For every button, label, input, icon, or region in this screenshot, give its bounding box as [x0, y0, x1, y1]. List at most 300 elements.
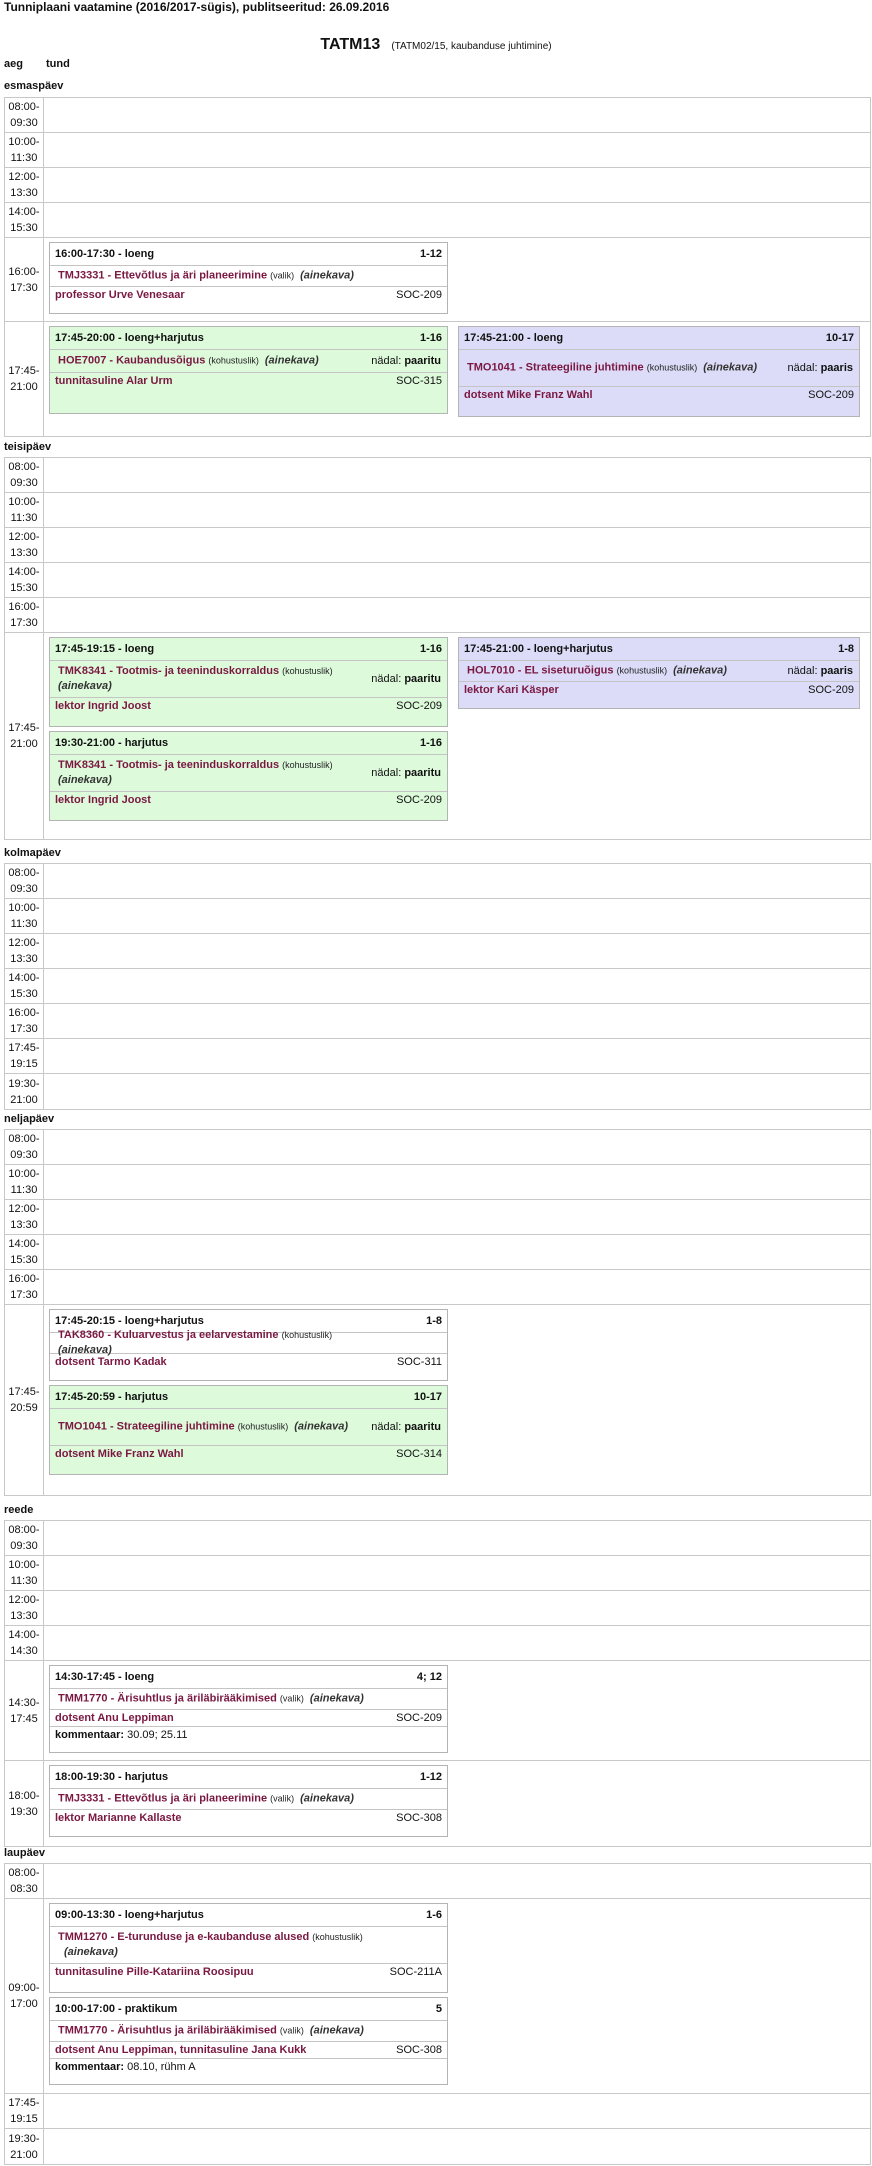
time-slot-row [5, 1591, 870, 1626]
syllabus-link[interactable]: (ainekava) [309, 1692, 364, 1705]
room-number: SOC-308 [396, 2044, 442, 2056]
course-requirement: (valik) [279, 2025, 304, 2036]
week-parity-label: nädal: [787, 362, 821, 374]
slot-time-label: 12:00- 13:30 [8, 1203, 40, 1231]
slot-time-label: 17:45- 21:00 [8, 365, 40, 393]
lesson-header [55, 331, 442, 345]
course-link[interactable]: TMJ3331 - Ettevõtlus ja äri planeerimine [58, 1792, 271, 1805]
course-link[interactable]: TMO1041 - Strateegiline juhtimine [467, 361, 647, 374]
slot-time-label: 14:00- 14:30 [8, 1629, 40, 1657]
slot-time-label: 10:00- 11:30 [8, 1168, 40, 1196]
comment-label: kommentaar: [55, 1729, 125, 1741]
room-number: SOC-211A [389, 1966, 442, 1978]
lesson-header [55, 736, 442, 750]
week-parity-value: paaritu [404, 355, 441, 367]
day-table-0 [4, 97, 871, 437]
course-name [58, 758, 367, 788]
time-slot-row [5, 238, 870, 322]
lesson-type: loeng+harjutus [530, 643, 613, 655]
slot-time-label: 17:45- 19:15 [8, 1042, 40, 1070]
week-parity-label: nädal: [371, 673, 405, 685]
slot-time-label: 10:00- 11:30 [8, 902, 40, 930]
lesson-card [49, 326, 448, 414]
week-parity-value: paaritu [404, 673, 441, 685]
lesson-type: praktikum [121, 2003, 178, 2015]
slot-time-cell [5, 1200, 44, 1234]
lesson-time: 09:00-13:30 - [55, 1909, 122, 1921]
time-slot-row [5, 1626, 870, 1661]
day-table-3 [4, 1129, 871, 1496]
slot-time-label: 14:00- 15:30 [8, 206, 40, 234]
slot-time-cell [5, 203, 44, 237]
slot-time-cell [5, 598, 44, 632]
lecturer-row [55, 1354, 442, 1370]
course-row [50, 1688, 447, 1710]
lesson-time: 17:45-20:00 - [55, 332, 122, 344]
time-slot-row [5, 1130, 870, 1165]
day-title-3: neljapäev [4, 1113, 55, 1125]
room-number: SOC-314 [396, 1448, 442, 1460]
lesson-type: loeng+harjutus [121, 332, 204, 344]
week-parity-label: nädal: [371, 767, 405, 779]
course-row [459, 660, 859, 682]
course-link[interactable]: TAK8360 - Kuluarvestus ja eelarvestamine [58, 1329, 282, 1341]
course-requirement: (kohustuslik) [208, 355, 259, 366]
slot-time-cell [5, 1235, 44, 1269]
slot-time-label: 17:45- 19:15 [8, 2097, 40, 2125]
lesson-weeks: 1-16 [419, 643, 442, 655]
slot-time-cell [5, 563, 44, 597]
slot-time-cell [5, 899, 44, 933]
course-row [50, 1926, 447, 1964]
course-link[interactable]: TMM1770 - Ärisuhtlus ja äriläbirääkimised [58, 2024, 280, 2037]
lesson-time: 10:00-17:00 - [55, 2003, 122, 2015]
slot-time-label: 12:00- 13:30 [8, 1594, 40, 1622]
lesson-weeks: 10-17 [825, 332, 854, 344]
syllabus-link[interactable]: (ainekava) [309, 2024, 364, 2037]
lesson-type: loeng+harjutus [121, 1315, 204, 1327]
room-number: SOC-209 [396, 700, 442, 712]
time-slot-row [5, 1899, 870, 2094]
group-heading [0, 36, 872, 54]
room-number: SOC-209 [396, 289, 442, 301]
course-link[interactable]: TMM1770 - Ärisuhtlus ja äriläbirääkimised [58, 1692, 280, 1705]
slot-time-label: 12:00- 13:30 [8, 937, 40, 965]
lesson-weeks: 1-8 [838, 643, 854, 655]
lesson-weeks: 4; 12 [416, 1671, 442, 1683]
week-parity [371, 672, 441, 686]
slot-time-cell [5, 1761, 44, 1846]
course-requirement: (kohustuslik) [237, 1421, 289, 1432]
slot-time-label: 08:00- 09:30 [8, 867, 40, 895]
course-link[interactable]: HOL7010 - EL siseturuõigus [467, 664, 617, 677]
lecturer-name[interactable]: dotsent Anu Leppiman [55, 1712, 174, 1724]
course-name [467, 361, 779, 376]
course-name [58, 2024, 367, 2039]
slot-time-cell [5, 934, 44, 968]
group-info: (TATM02/15, kaubanduse juhtimine) [391, 41, 552, 52]
time-slot-row [5, 969, 870, 1004]
week-parity-value: paaritu [404, 1421, 441, 1433]
week-parity-value: paaritu [404, 767, 441, 779]
slot-time-cell [5, 1864, 44, 1898]
slot-time-cell [5, 133, 44, 167]
lecturer-row [55, 698, 442, 714]
lecturer-name[interactable]: tunnitasuline Alar Urm [55, 375, 173, 387]
lesson-header [55, 1670, 442, 1684]
time-slot-row [5, 1556, 870, 1591]
slot-time-label: 08:00- 09:30 [8, 461, 40, 489]
time-slot-row [5, 528, 870, 563]
lecturer-name[interactable]: professor Urve Venesaar [55, 289, 185, 301]
slot-time-label: 16:00- 17:30 [8, 1007, 40, 1035]
comment-row [50, 2058, 447, 2074]
lesson-time: 16:00-17:30 - [55, 248, 122, 260]
day-title-5: laupäev [4, 1847, 45, 1859]
lesson-card [49, 1309, 448, 1381]
course-requirement: (kohustuslik) [646, 362, 698, 373]
day-title-0: esmaspäev [4, 80, 64, 92]
time-slot-row [5, 1039, 870, 1074]
lesson-time: 17:45-21:00 - [464, 643, 531, 655]
lesson-type: harjutus [121, 1771, 169, 1783]
course-requirement: (kohustuslik) [282, 666, 333, 676]
lecturer-row [55, 373, 442, 389]
course-name [58, 1930, 367, 1960]
lesson-header [55, 1770, 442, 1784]
lesson-type: harjutus [121, 737, 169, 749]
lesson-card [49, 731, 448, 821]
lecturer-row [55, 1810, 442, 1826]
course-link[interactable]: TMM1270 - E-turunduse ja e-kaubanduse alused [58, 1931, 313, 1943]
course-link[interactable]: TMO1041 - Strateegiline juhtimine [58, 1420, 238, 1433]
slot-time-cell [5, 1899, 44, 2093]
day-table-5 [4, 1863, 871, 2165]
lesson-weeks: 1-8 [426, 1315, 442, 1327]
time-slot-row [5, 633, 870, 839]
lecturer-row [55, 287, 442, 303]
lecturer-row [55, 792, 442, 808]
slot-time-label: 10:00- 11:30 [8, 136, 40, 164]
time-slot-row [5, 1200, 870, 1235]
course-requirement: (kohustuslik) [312, 1932, 363, 1942]
lesson-type: loeng [121, 1671, 155, 1683]
lesson-card [49, 242, 448, 314]
lesson-time: 14:30-17:45 - [55, 1671, 122, 1683]
slot-time-cell [5, 1305, 44, 1495]
lecturer-name[interactable]: dotsent Mike Franz Wahl [55, 1448, 184, 1460]
lesson-header [55, 642, 442, 656]
slot-time-cell [5, 98, 44, 132]
lesson-type: harjutus [121, 1391, 169, 1403]
slot-time-label: 12:00- 13:30 [8, 531, 40, 559]
lesson-time: 19:30-21:00 - [55, 737, 122, 749]
slot-time-label: 19:30- 21:00 [8, 2132, 40, 2161]
slot-time-label: 12:00- 13:30 [8, 171, 40, 199]
day-table-1 [4, 457, 871, 840]
course-link[interactable]: TMK8341 - Tootmis- ja teeninduskorraldus [58, 759, 283, 771]
week-parity [788, 361, 853, 375]
lesson-header [464, 642, 854, 656]
time-slot-row [5, 1235, 870, 1270]
slot-time-label: 08:00- 09:30 [8, 1133, 40, 1161]
week-parity-label: nädal: [371, 1421, 405, 1433]
lecturer-name[interactable]: lektor Ingrid Joost [55, 794, 151, 806]
time-slot-row [5, 1305, 870, 1495]
slot-time-label: 08:00- 09:30 [8, 101, 40, 129]
course-name [58, 354, 367, 369]
time-slot-row [5, 98, 870, 133]
lesson-card [49, 1385, 448, 1475]
time-slot-row [5, 493, 870, 528]
column-header-lesson: tund [46, 58, 70, 70]
course-row [50, 349, 447, 373]
day-table-4 [4, 1520, 871, 1847]
slot-time-cell [5, 1661, 44, 1760]
time-slot-row [5, 203, 870, 238]
lesson-header [55, 1314, 442, 1328]
lesson-time: 18:00-19:30 - [55, 1771, 122, 1783]
room-number: SOC-209 [808, 389, 854, 401]
lecturer-name[interactable]: dotsent Anu Leppiman, tunnitasuline Jana Kukk [55, 2044, 307, 2056]
lesson-weeks: 1-12 [419, 1771, 442, 1783]
course-requirement: (valik) [270, 270, 295, 281]
course-link[interactable]: TMJ3331 - Ettevõtlus ja äri planeerimine [58, 269, 271, 282]
slot-time-label: 16:00- 17:30 [8, 265, 40, 294]
slot-time-label: 08:00- 09:30 [8, 1524, 40, 1552]
day-title-4: reede [4, 1504, 34, 1516]
lesson-type: loeng [530, 332, 564, 344]
slot-time-cell [5, 2094, 44, 2128]
lesson-weeks: 10-17 [413, 1391, 442, 1403]
syllabus-link[interactable]: (ainekava) [58, 680, 112, 692]
time-slot-row [5, 598, 870, 633]
lecturer-name[interactable]: lektor Kari Käsper [464, 684, 559, 696]
lecturer-name[interactable]: dotsent Tarmo Kadak [55, 1356, 167, 1368]
course-row [50, 1788, 447, 1810]
lecturer-row [55, 2042, 442, 2058]
lesson-time: 17:45-20:59 - [55, 1391, 122, 1403]
syllabus-link[interactable]: (ainekava) [264, 354, 319, 367]
day-table-2 [4, 863, 871, 1110]
syllabus-link[interactable]: (ainekava) [294, 1420, 349, 1433]
course-row [50, 1408, 447, 1446]
time-slot-row [5, 168, 870, 203]
slot-time-label: 09:00- 17:00 [8, 1982, 40, 2010]
time-slot-row [5, 2094, 870, 2129]
syllabus-link[interactable]: (ainekava) [300, 269, 354, 282]
time-slot-row [5, 1074, 870, 1109]
course-row [459, 349, 859, 387]
week-parity-label: nädal: [787, 665, 821, 677]
course-row [50, 2020, 447, 2042]
lesson-type: loeng [121, 248, 155, 260]
slot-time-label: 17:45- 20:59 [8, 1386, 40, 1414]
slot-time-cell [5, 528, 44, 562]
time-slot-row [5, 1661, 870, 1761]
course-name [58, 1792, 367, 1807]
time-slot-row [5, 934, 870, 969]
lesson-weeks: 1-16 [419, 737, 442, 749]
lesson-type: loeng+harjutus [121, 1909, 204, 1921]
slot-time-cell [5, 1626, 44, 1660]
course-row [50, 265, 447, 287]
slot-time-cell [5, 493, 44, 527]
slot-time-label: 10:00- 11:30 [8, 496, 40, 524]
time-slot-row [5, 1521, 870, 1556]
time-slot-row [5, 133, 870, 168]
lesson-type: loeng [121, 643, 155, 655]
slot-time-label: 19:30- 21:00 [8, 1077, 40, 1106]
slot-time-label: 10:00- 11:30 [8, 1559, 40, 1587]
room-number: SOC-209 [808, 684, 854, 696]
comment-label: kommentaar: [55, 2061, 125, 2073]
lesson-card [49, 1765, 448, 1837]
lesson-card [458, 326, 860, 417]
syllabus-link[interactable]: (ainekava) [58, 774, 112, 786]
week-parity-value: paaris [820, 665, 853, 677]
slot-time-cell [5, 168, 44, 202]
lecturer-name[interactable]: dotsent Mike Franz Wahl [464, 389, 593, 401]
slot-time-cell [5, 238, 44, 321]
syllabus-link[interactable]: (ainekava) [300, 1792, 354, 1805]
lesson-header [55, 247, 442, 261]
slot-time-label: 18:00- 19:30 [8, 1789, 40, 1818]
room-number: SOC-315 [396, 375, 442, 387]
slot-time-cell [5, 458, 44, 492]
slot-time-label: 14:00- 15:30 [8, 972, 40, 1000]
slot-time-cell [5, 1165, 44, 1199]
lesson-weeks: 1-16 [419, 332, 442, 344]
lecturer-name[interactable]: lektor Ingrid Joost [55, 700, 151, 712]
room-number: SOC-209 [396, 794, 442, 806]
time-slot-row [5, 1165, 870, 1200]
time-slot-row [5, 1761, 870, 1846]
syllabus-link[interactable]: (ainekava) [703, 361, 758, 374]
course-link[interactable]: HOE7007 - Kaubandusõigus [58, 354, 209, 367]
lesson-card [49, 1903, 448, 1993]
week-parity [371, 1420, 441, 1434]
slot-time-cell [5, 1004, 44, 1038]
slot-time-cell [5, 864, 44, 898]
lesson-header [55, 2002, 442, 2016]
course-requirement: (valik) [279, 1693, 304, 1704]
room-number: SOC-308 [396, 1812, 442, 1824]
lecturer-name[interactable]: lektor Marianne Kallaste [55, 1812, 182, 1824]
syllabus-link[interactable]: (ainekava) [58, 1344, 112, 1356]
lecturer-name[interactable]: tunnitasuline Pille-Katariina Roosipuu [55, 1966, 254, 1978]
time-slot-row [5, 1004, 870, 1039]
course-requirement: (kohustuslik) [282, 760, 333, 770]
slot-time-label: 17:45- 21:00 [8, 722, 40, 750]
lesson-header [55, 1390, 442, 1404]
lesson-time: 17:45-20:15 - [55, 1315, 122, 1327]
course-row [50, 1329, 447, 1356]
slot-time-label: 16:00- 17:30 [8, 601, 40, 629]
slot-time-label: 16:00- 17:30 [8, 1273, 40, 1301]
slot-time-cell [5, 1556, 44, 1590]
slot-time-cell [5, 1039, 44, 1073]
group-code: TATM13 [320, 36, 381, 53]
slot-time-label: 14:00- 15:30 [8, 566, 40, 594]
slot-time-cell [5, 1074, 44, 1109]
comment-text: 30.09; 25.11 [124, 1729, 188, 1741]
course-requirement: (kohustuslik) [281, 1330, 333, 1340]
slot-time-cell [5, 1130, 44, 1164]
lecturer-row [464, 682, 854, 698]
week-parity-label: nädal: [371, 355, 405, 367]
lesson-weeks: 1-12 [419, 248, 442, 260]
slot-time-cell [5, 1521, 44, 1555]
room-number: SOC-311 [396, 1356, 442, 1368]
lecturer-row [55, 1964, 442, 1980]
lesson-time: 17:45-19:15 - [55, 643, 122, 655]
slot-time-label: 14:30- 17:45 [8, 1696, 40, 1725]
lesson-time: 17:45-21:00 - [464, 332, 531, 344]
slot-time-cell [5, 633, 44, 839]
time-slot-row [5, 2129, 870, 2164]
time-slot-row [5, 322, 870, 436]
comment-text: 08.10, rühm A [124, 2061, 196, 2073]
syllabus-link[interactable]: (ainekava) [673, 664, 727, 677]
lesson-card [49, 1665, 448, 1753]
lesson-weeks: 1-6 [426, 1909, 442, 1921]
week-parity [788, 664, 853, 678]
course-row [50, 660, 447, 698]
slot-time-cell [5, 1270, 44, 1304]
comment-row [50, 1726, 447, 1742]
course-row [50, 754, 447, 792]
page-title: Tunniplaani vaatamine (2016/2017-sügis), publitseeritud: 26.09.2016 [4, 0, 390, 14]
course-name [58, 269, 367, 284]
course-name [58, 1692, 367, 1707]
lesson-header [55, 1908, 442, 1922]
course-name [58, 664, 367, 694]
slot-time-cell [5, 1591, 44, 1625]
time-slot-row [5, 899, 870, 934]
lecturer-row [464, 387, 854, 403]
slot-time-label: 14:00- 15:30 [8, 1238, 40, 1266]
lecturer-row [55, 1710, 442, 1726]
slot-time-cell [5, 322, 44, 436]
slot-time-cell [5, 2129, 44, 2164]
lecturer-row [55, 1446, 442, 1462]
slot-time-label: 08:00- 08:30 [8, 1867, 40, 1895]
week-parity [371, 354, 441, 368]
lesson-weeks: 5 [435, 2003, 442, 2015]
course-name [467, 664, 779, 679]
lesson-header [464, 331, 854, 345]
week-parity-value: paaris [820, 362, 853, 374]
day-title-2: kolmapäev [4, 847, 61, 859]
day-title-1: teisipäev [4, 441, 52, 453]
column-header-time: aeg [4, 58, 23, 70]
course-requirement: (kohustuslik) [616, 665, 668, 676]
time-slot-row [5, 1270, 870, 1305]
room-number: SOC-209 [396, 1712, 442, 1724]
syllabus-link[interactable]: (ainekava) [64, 1946, 118, 1958]
lesson-card [458, 637, 860, 709]
course-requirement: (valik) [270, 1793, 295, 1804]
lesson-card [49, 1997, 448, 2085]
time-slot-row [5, 458, 870, 493]
slot-time-cell [5, 969, 44, 1003]
lesson-card [49, 637, 448, 727]
time-slot-row [5, 563, 870, 598]
time-slot-row [5, 864, 870, 899]
course-link[interactable]: TMK8341 - Tootmis- ja teeninduskorraldus [58, 665, 283, 677]
time-slot-row [5, 1864, 870, 1899]
